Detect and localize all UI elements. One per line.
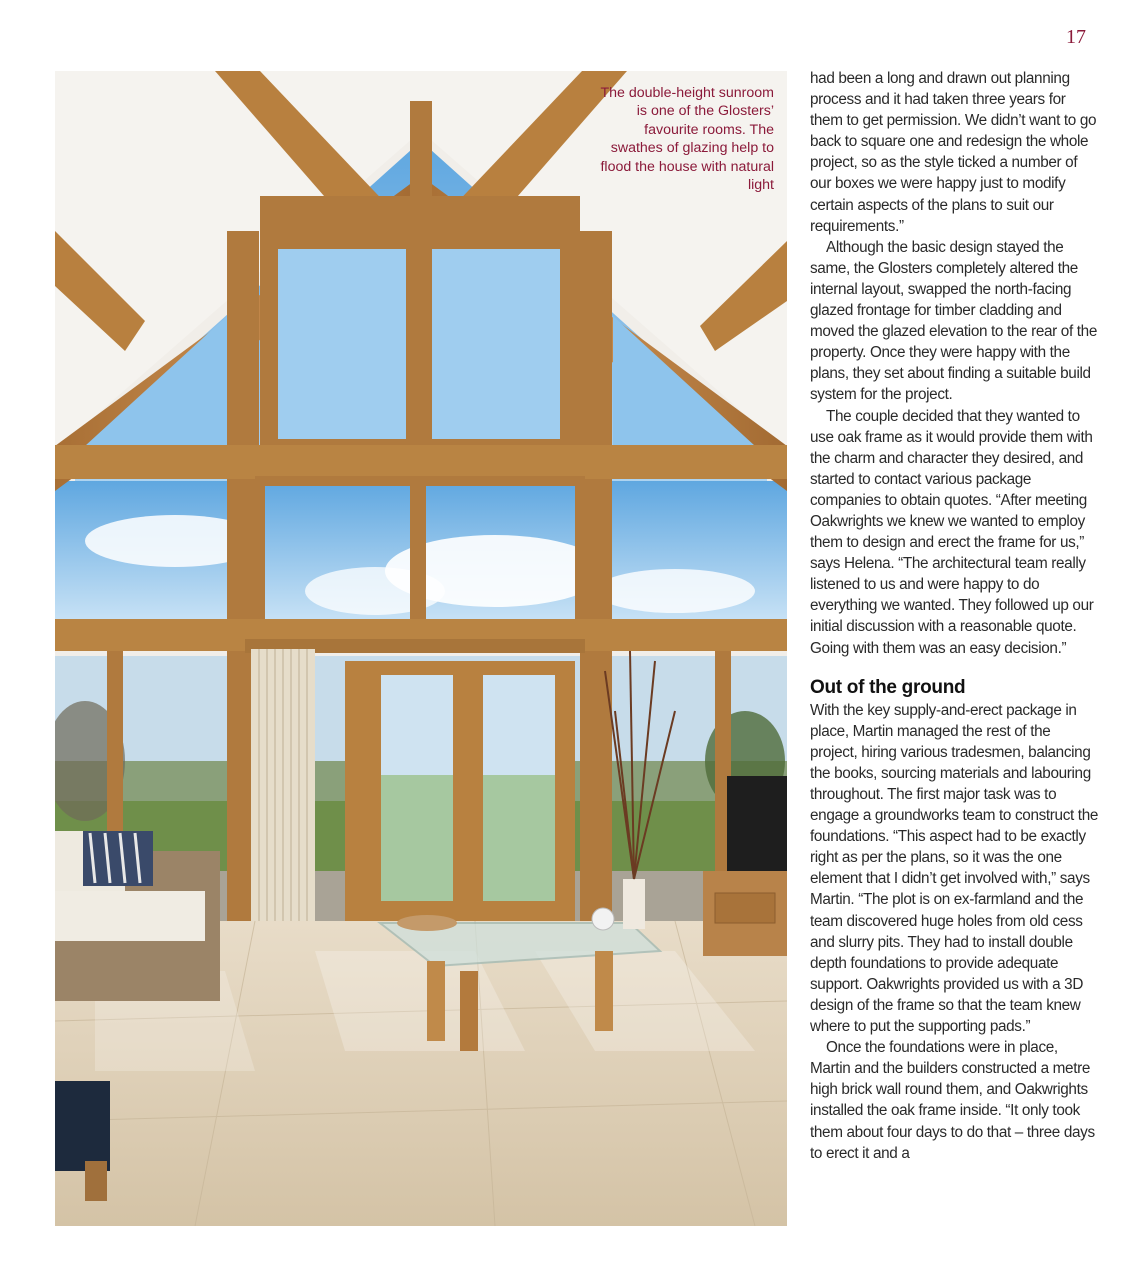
article-paragraph: Once the foundations were in place, Martin and the builders constructed a metre high brick wall round them, and Oakwrights installed the oak frame inside. “It only took them about four days to do that – three days to erect it and a <box>810 1039 1095 1162</box>
article-column <box>810 68 1100 1164</box>
article-paragraph: Although the basic design stayed the same, the Glosters completely altered the internal layout, swapped the north-facing glazed frontage for timber cladding and moved the glazed elevation to the rear of the property. Once they were happy with the plans, they set about finding a suitable build system for the project. <box>810 238 1097 404</box>
article-paragraph: The couple decided that they wanted to use oak frame as it would provide them with the charm and character they desired, and started to contact various package companies to obtain quotes. “After meeting Oakwrights we knew we wanted to employ them to design and erect the frame for us,” says Helena. “The architectural team really listened to us and were happy to do everything we wanted. They followed up our initial discussion with a reasonable quote. Going with them was an easy decision.” <box>810 407 1094 657</box>
article-paragraph: With the key supply-and-erect package in place, Martin managed the rest of the project, hiring various tradesmen, balancing the books, sourcing materials and labouring throughout. The first major task was to engage a groundworks team to construct the foundations. “This aspect had to be exactly right as per the plans, so it was the one element that I didn’t get involved with,” says Martin. “The plot is on ex-farmland and the team discovered huge holes from old cess and slurry pits. They had to install double depth foundations to provide adequate support. Oakwrights provided us with a 3D design of the frame so that the team knew where to put the supporting pads.” <box>810 701 1099 1036</box>
section-heading: Out of the ground <box>810 676 966 698</box>
page-number: 17 <box>1066 26 1086 48</box>
photo-caption: The double-height sunroom is one of the Glosters’ favourite rooms. The swathes of glazing help to flood the house with natural light <box>600 85 774 194</box>
sunroom-photo <box>55 71 787 1226</box>
article-paragraph: had been a long and drawn out planning process and it had taken three years for them to get permission. We didn’t want to go back to square one and redesign the whole project, so as the style ticked a number of our boxes we were happy just to modify certain aspects of the plans to suit our requirements.” <box>810 70 1097 235</box>
